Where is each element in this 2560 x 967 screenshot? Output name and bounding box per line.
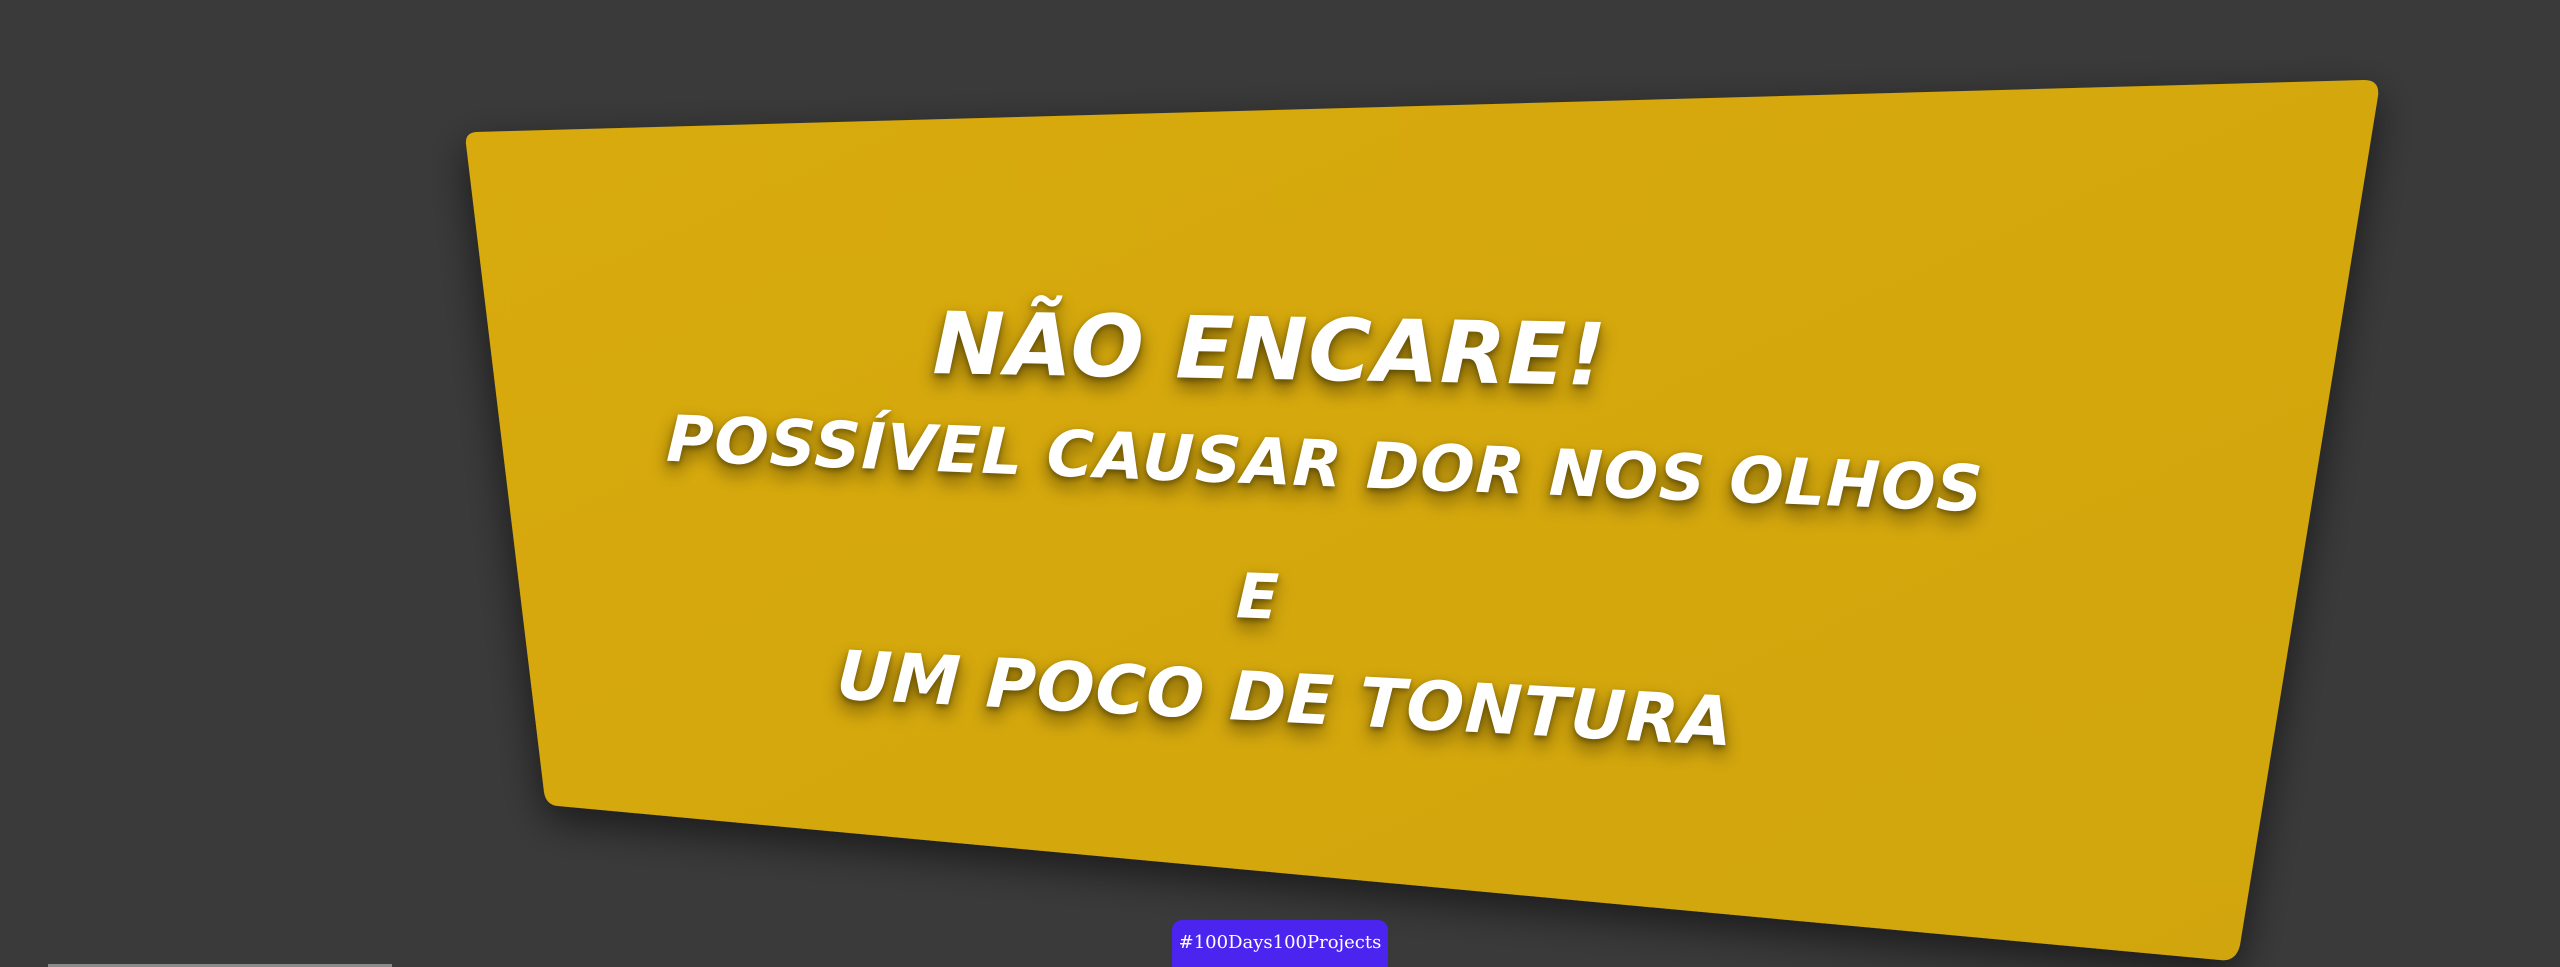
warning-line-eye-pain: POSSÍVEL CAUSAR DOR NOS OLHOS	[665, 402, 1985, 528]
warning-line-dizziness: UM POCO DE TONTURA	[834, 636, 1736, 763]
project-badge-link[interactable]: #100Days100Projects	[1172, 920, 1388, 967]
warning-panel	[466, 80, 2378, 960]
warning-line-and: E	[1235, 559, 1281, 634]
warning-title: NÃO ENCARE!	[931, 294, 1609, 406]
